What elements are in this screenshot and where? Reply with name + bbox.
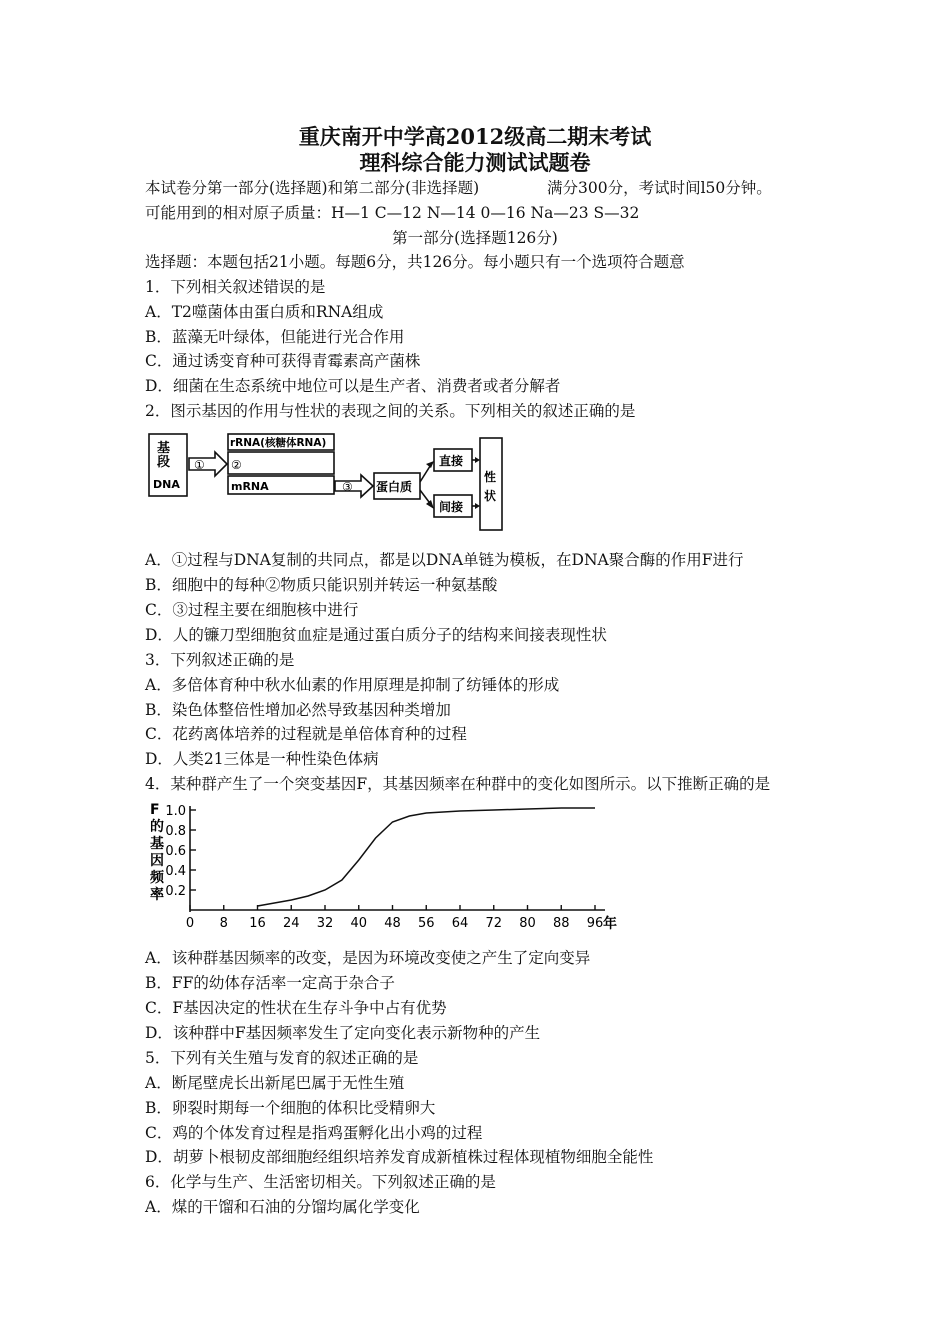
- q3-option-c: C．花药离体培养的过程就是单倍体育种的过程: [145, 725, 467, 743]
- q3-option-a: A．多倍体育种中秋水仙素的作用原理是抑制了纺锤体的形成: [145, 676, 560, 694]
- y-tick-label: 0.8: [165, 824, 186, 839]
- y-axis-label-char: 的: [150, 819, 164, 835]
- q4-option-b: B．FF的幼体存活率一定高于杂合子: [145, 974, 395, 992]
- x-tick-label: 72: [485, 916, 503, 931]
- x-tick-label: 16: [249, 916, 266, 931]
- gene-label-1: 基: [157, 441, 171, 456]
- q4-option-d: D．该种群中F基因频率发生了定向变化表示新物种的产生: [145, 1024, 541, 1042]
- part-heading: 第一部分(选择题126分): [392, 229, 558, 247]
- y-tick-label: 0.4: [165, 864, 186, 879]
- q3-option-b: B．染色体整倍性增加必然导致基因种类增加: [145, 701, 451, 719]
- step1-label: ①: [194, 458, 205, 472]
- q5-option-d: D．胡萝卜根韧皮部细胞经组织培养发育成新植株过程体现植物细胞全能性: [145, 1148, 654, 1166]
- q1-stem: 1．下列相关叙述错误的是: [145, 278, 326, 296]
- y-axis-label-char: 因: [150, 853, 164, 869]
- x-tick-label: 32: [316, 916, 334, 931]
- x-tick-label: 88: [552, 916, 570, 931]
- mrna-label: mRNA: [231, 480, 269, 493]
- q4-option-c: C．F基因决定的性状在生存斗争中占有优势: [145, 999, 447, 1017]
- exam-subtitle: 理科综合能力测试试题卷: [359, 150, 591, 175]
- q2-stem: 2．图示基因的作用与性状的表现之间的关系。下列相关的叙述正确的是: [145, 402, 636, 420]
- intro-left: 本试卷分第一部分(选择题)和第二部分(非选择题): [145, 179, 480, 197]
- y-tick-label: 0.2: [165, 884, 186, 899]
- q2-option-d: D．人的镰刀型细胞贫血症是通过蛋白质分子的结构来间接表现性状: [145, 626, 607, 644]
- q3-stem: 3．下列叙述正确的是: [145, 651, 295, 669]
- frequency-curve: [258, 808, 596, 906]
- q5-stem: 5．下列有关生殖与发育的叙述正确的是: [145, 1049, 419, 1067]
- protein-label: 蛋白质: [376, 480, 413, 494]
- trait-label-2: 状: [484, 489, 497, 503]
- q4-option-a: A．该种群基因频率的改变，是因为环境改变使之产生了定向变异: [145, 949, 591, 967]
- q1-option-a: A．T2噬菌体由蛋白质和RNA组成: [145, 303, 384, 321]
- x-tick-label: 8: [219, 916, 228, 931]
- q1-option-c: C．通过诱变育种可获得青霉素高产菌株: [145, 352, 421, 370]
- x-axis-label: 年: [603, 916, 617, 932]
- x-tick-label: 48: [384, 916, 401, 931]
- x-tick-label: 80: [519, 916, 536, 931]
- direct-label: 直接: [439, 454, 464, 468]
- indirect-label: 间接: [439, 500, 464, 514]
- q5-option-a: A．断尾壁虎长出新尾巴属于无性生殖: [145, 1074, 405, 1092]
- x-tick-label: 64: [451, 916, 469, 931]
- y-axis-label-char: 频: [150, 870, 164, 886]
- gene-frequency-chart: [140, 800, 630, 936]
- q6-stem: 6．化学与生产、生活密切相关。下列叙述正确的是: [145, 1173, 496, 1191]
- gene-expression-diagram: [145, 428, 510, 536]
- q2-option-c: C．③过程主要在细胞核中进行: [145, 601, 359, 619]
- rrna-label: rRNA(核糖体RNA): [230, 437, 327, 449]
- q1-option-d: D．细菌在生态系统中地位可以是生产者、消费者或者分解者: [145, 377, 561, 395]
- step2-label: ②: [231, 458, 242, 472]
- exam-title: 重庆南开中学高2012级高二期末考试: [298, 124, 652, 149]
- q2-option-a: A．①过程与DNA复制的共同点，都是以DNA单链为模板，在DNA聚合酶的作用F进行: [145, 551, 744, 569]
- y-tick-label: 1.0: [165, 804, 186, 819]
- x-tick-label: 96: [586, 916, 604, 931]
- dna-label: DNA: [153, 478, 180, 491]
- step3-label: ③: [342, 480, 353, 494]
- q5-option-b: B．卵裂时期每一个细胞的体积比受精卵大: [145, 1099, 436, 1117]
- q4-stem: 4．某种群产生了一个突变基因F，其基因频率在种群中的变化如图所示。以下推断正确的是: [145, 775, 771, 793]
- y-tick-label: 0.6: [165, 844, 186, 859]
- q3-option-d: D．人类21三体是一种性染色体病: [145, 750, 379, 768]
- q2-option-b: B．细胞中的每种②物质只能识别并转运一种氨基酸: [145, 576, 498, 594]
- x-tick-label: 40: [350, 916, 368, 931]
- instructions: 选择题：本题包括21小题。每题6分，共126分。每小题只有一个选项符合题意: [145, 253, 685, 271]
- x-tick-label: 24: [282, 916, 300, 931]
- intro-right: 满分300分，考试时间l50分钟。: [547, 179, 772, 197]
- y-axis-label-char: F: [150, 802, 160, 818]
- y-axis-label-char: 率: [150, 887, 164, 903]
- y-axis-label-char: 基: [150, 836, 164, 852]
- trait-label-1: 性: [484, 470, 497, 484]
- gene-label-2: 段: [157, 455, 171, 470]
- atomic-masses: 可能用到的相对原子质量：H—1 C—12 N—14 0—16 Na—23 S—32: [145, 204, 640, 222]
- q1-option-b: B．蓝藻无叶绿体，但能进行光合作用: [145, 328, 405, 346]
- q6-option-a: A．煤的干馏和石油的分馏均属化学变化: [145, 1198, 420, 1216]
- x-tick-label: 0: [185, 916, 195, 931]
- q5-option-c: C．鸡的个体发育过程是指鸡蛋孵化出小鸡的过程: [145, 1124, 483, 1142]
- x-tick-label: 56: [417, 916, 435, 931]
